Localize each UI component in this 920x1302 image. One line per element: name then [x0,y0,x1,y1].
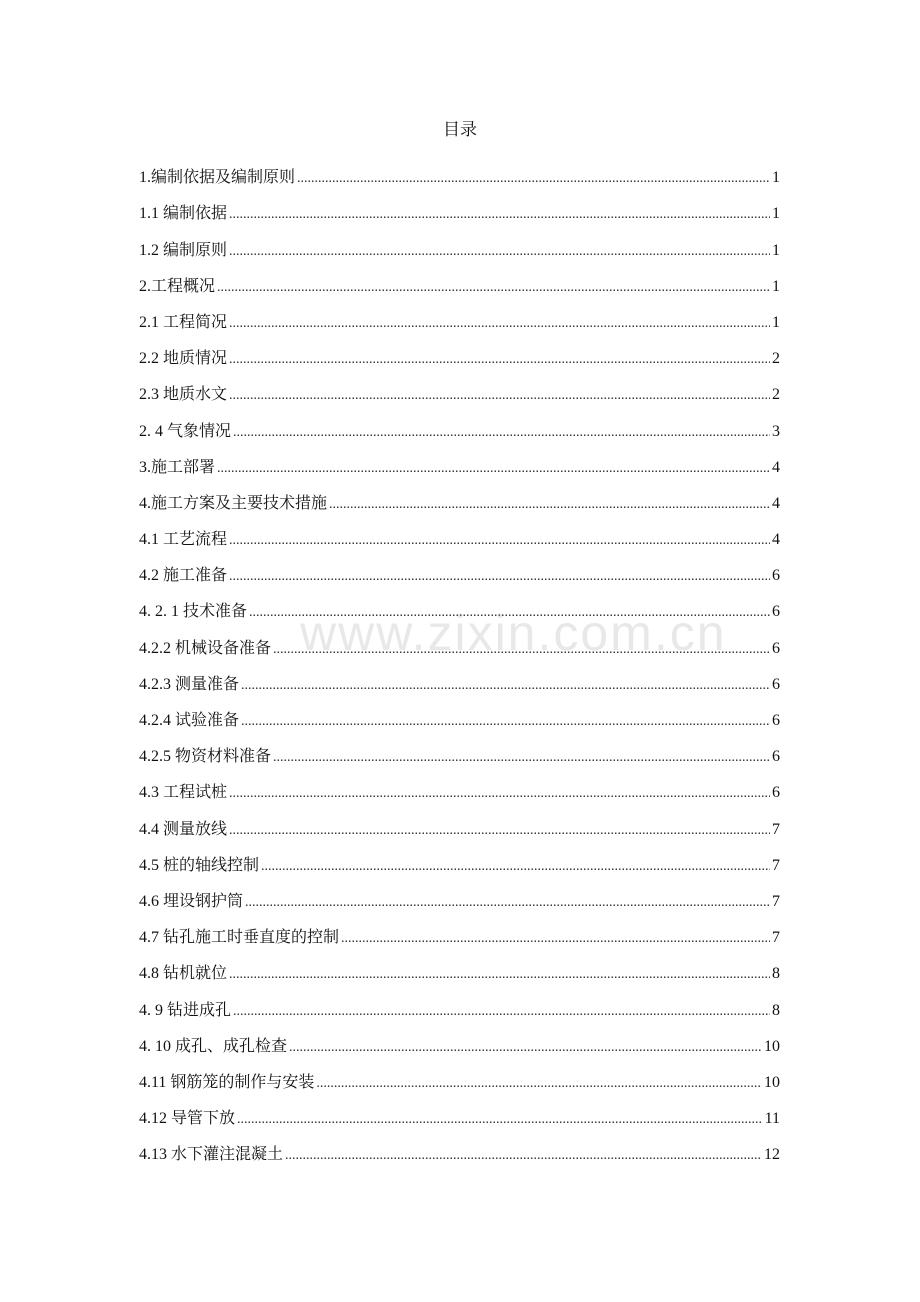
toc-entry-label: 3.施工部署 [139,458,216,476]
toc-entry-label: 4.3 工程试桩 [139,784,228,802]
toc-entry-label: 4.12 导管下放 [139,1110,236,1128]
toc-entry[interactable] [139,1023,780,1059]
toc-entry[interactable] [139,552,780,588]
toc-entry-page: 1 [772,313,780,331]
toc-leader-dots [229,821,770,842]
toc-entry[interactable] [139,1131,780,1167]
toc-entry-label: 4.8 钻机就位 [139,965,228,983]
toc-leader-dots [217,278,770,299]
toc-entry-page: 6 [772,603,780,621]
toc-entry-label: 4.2 施工准备 [139,567,228,585]
toc-leader-dots [261,857,770,878]
toc-entry[interactable] [139,480,780,516]
toc-entry-label: 4.2.5 物资材料准备 [139,748,272,766]
toc-entry[interactable] [139,226,780,262]
toc-entry-label: 4.13 水下灌注混凝土 [139,1146,284,1164]
toc-entry-label: 4.2.4 试验准备 [139,712,240,729]
toc-entry-label: 4.1 工艺流程 [139,531,228,549]
toc-leader-dots [289,1038,762,1059]
toc-entry-page: 6 [772,675,780,693]
toc-entry-label: 4. 9 钻进成孔 [139,1001,232,1019]
toc-leader-dots [273,640,770,661]
toc-entry-page: 2 [772,350,780,368]
toc-entry-label: 4.4 测量放线 [139,820,228,838]
toc-entry-label: 4.施工方案及主要技术措施 [139,494,328,512]
toc-leader-dots [229,350,770,371]
toc-leader-dots [233,1002,770,1023]
toc-entry-page: 1 [772,241,780,259]
toc-entry-page: 1 [772,277,780,295]
toc-title: 目录 [443,120,477,139]
watermark: www.zixin.com.cn [300,605,727,661]
toc-leader-dots [241,676,770,697]
toc-entry-page: 12 [764,1146,780,1164]
toc-entry[interactable] [139,299,780,335]
toc-leader-dots [229,567,770,588]
toc-leader-dots [241,712,770,733]
toc-entry-label: 4.11 钢筋笼的制作与安装 [139,1073,315,1091]
toc-entry-label: 1.编制依据及编制原则 [139,169,296,187]
toc-entry-page: 1 [772,169,780,187]
toc-leader-dots [249,603,770,624]
toc-leader-dots [229,242,770,263]
toc-entry-label: 2. 4 气象情况 [139,422,232,440]
toc-entry[interactable] [139,842,780,878]
toc-entry[interactable] [139,444,780,480]
toc-entry-page: 2 [772,386,780,404]
toc-entry-page: 4 [772,458,780,476]
toc-entry-label: 4.2.2 机械设备准备 [139,639,272,657]
toc-entry-page: 8 [772,1001,780,1019]
toc-entry-label: 4.5 桩的轴线控制 [139,856,260,874]
toc-entry-page: 7 [772,820,780,838]
toc-leader-dots [229,965,770,986]
toc-leader-dots [229,314,770,335]
toc-entry-page: 6 [772,639,780,657]
toc-entry-page: 6 [772,567,780,585]
toc-entry-page: 6 [772,712,780,729]
toc-entry[interactable] [139,407,780,443]
toc-entry[interactable] [139,950,780,986]
toc-leader-dots [237,1110,763,1131]
toc-leader-dots [341,929,770,950]
toc-entry-label: 2.1 工程简况 [139,313,228,331]
toc-leader-dots [229,784,770,805]
toc-entry-page: 7 [772,929,780,947]
toc-entry-label: 2.3 地质水文 [139,386,228,404]
toc-entry-label: 4.7 钻孔施工时垂直度的控制 [139,929,340,947]
toc-entry[interactable] [139,1095,780,1131]
toc-leader-dots [233,423,770,444]
toc-entry-page: 6 [772,748,780,766]
toc-entry-page: 7 [772,856,780,874]
toc-list [139,154,780,1167]
toc-entry-page: 4 [772,531,780,549]
toc-leader-dots [229,386,770,407]
toc-entry[interactable] [139,986,780,1022]
toc-entry[interactable] [139,335,780,371]
toc-entry-page: 10 [764,1073,780,1091]
toc-entry-label: 4. 2. 1 技术准备 [139,603,248,621]
toc-entry-page: 10 [764,1037,780,1055]
toc-entry-label: 2.2 地质情况 [139,350,228,368]
toc-leader-dots [297,169,770,190]
toc-entry[interactable] [139,154,780,190]
toc-entry-label: 4.6 埋设钢护筒 [139,892,244,910]
toc-leader-dots [316,1074,762,1095]
toc-entry-page: 7 [772,892,780,910]
toc-entry-label: 2.工程概况 [139,277,216,295]
toc-entry-page: 8 [772,965,780,983]
toc-entry[interactable] [139,914,780,950]
toc-leader-dots [229,531,770,552]
toc-entry[interactable] [139,624,780,660]
toc-entry[interactable] [139,769,780,805]
toc-entry-page: 11 [764,1110,780,1128]
toc-entry[interactable] [139,805,780,841]
toc-entry[interactable] [139,371,780,407]
toc-entry[interactable] [139,588,780,624]
toc-entry-label: 4. 10 成孔、成孔检查 [139,1037,288,1055]
toc-leader-dots [217,459,770,480]
toc-entry-label: 4.2.3 测量准备 [139,675,240,693]
toc-leader-dots [329,495,770,516]
toc-leader-dots [285,1146,762,1167]
toc-entry-label: 1.1 编制依据 [139,205,228,223]
toc-entry-label: 1.2 编制原则 [139,241,228,259]
toc-entry[interactable] [139,263,780,299]
toc-entry[interactable] [139,697,780,733]
toc-entry[interactable] [139,661,780,697]
toc-entry[interactable] [139,1059,780,1095]
toc-leader-dots [273,748,770,769]
toc-leader-dots [229,205,770,226]
toc-entry-page: 1 [772,205,780,223]
toc-entry-page: 3 [772,422,780,440]
toc-entry[interactable] [139,733,780,769]
toc-entry[interactable] [139,190,780,226]
toc-leader-dots [245,893,770,914]
toc-entry[interactable] [139,878,780,914]
toc-entry-page: 4 [772,494,780,512]
toc-entry-page: 6 [772,784,780,802]
toc-entry[interactable] [139,516,780,552]
